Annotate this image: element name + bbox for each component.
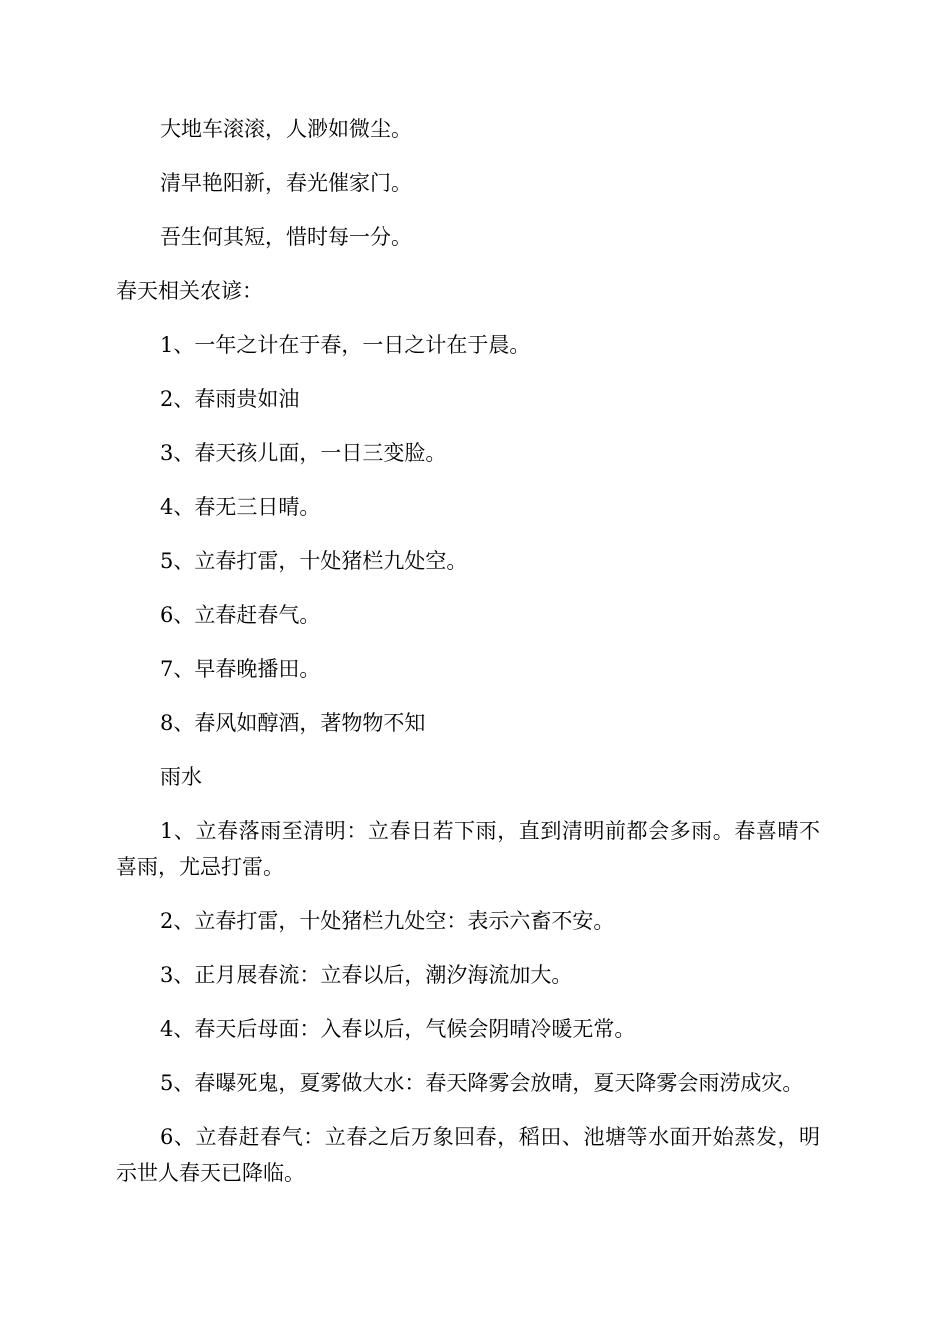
yushui-item-4: 4、春天后母面：入春以后，气候会阴晴冷暖无常。 (160, 1017, 636, 1041)
proverb-item-1: 1、一年之计在于春，一日之计在于晨。 (160, 333, 531, 357)
proverb-item-8: 8、春风如醇酒，著物物不知 (160, 711, 426, 735)
yushui-heading: 雨水 (160, 765, 202, 789)
proverb-item-7: 7、早春晚播田。 (160, 657, 321, 681)
document-body (116, 111, 826, 1209)
yushui-item-1: 1、立春落雨至清明：立春日若下雨，直到清明前都会多雨。春喜晴不喜雨，尤忌打雷。 (116, 819, 820, 879)
poem-line-1: 大地车滚滚，人渺如微尘。 (160, 117, 412, 141)
poem-line-3: 吾生何其短，惜时每一分。 (160, 225, 412, 249)
poem-line-2: 清早艳阳新，春光催家门。 (160, 171, 412, 195)
proverb-item-5: 5、立春打雷，十处猪栏九处空。 (160, 549, 468, 573)
proverb-item-2: 2、春雨贵如油 (160, 387, 300, 411)
proverbs-heading: 春天相关农谚： (116, 279, 263, 303)
proverb-item-6: 6、立春赶春气。 (160, 603, 321, 627)
yushui-item-3: 3、正月展春流：立春以后，潮汐海流加大。 (160, 963, 573, 987)
yushui-item-2: 2、立春打雷，十处猪栏九处空：表示六畜不安。 (160, 909, 615, 933)
yushui-item-5: 5、春曝死鬼，夏雾做大水：春天降雾会放晴，夏天降雾会雨涝成灾。 (160, 1071, 804, 1095)
yushui-item-6: 6、立春赶春气：立春之后万象回春，稻田、池塘等水面开始蒸发，明示世人春天已降临。 (116, 1125, 820, 1185)
proverb-item-3: 3、春天孩儿面，一日三变脸。 (160, 441, 447, 465)
proverb-item-4: 4、春无三日晴。 (160, 495, 321, 519)
